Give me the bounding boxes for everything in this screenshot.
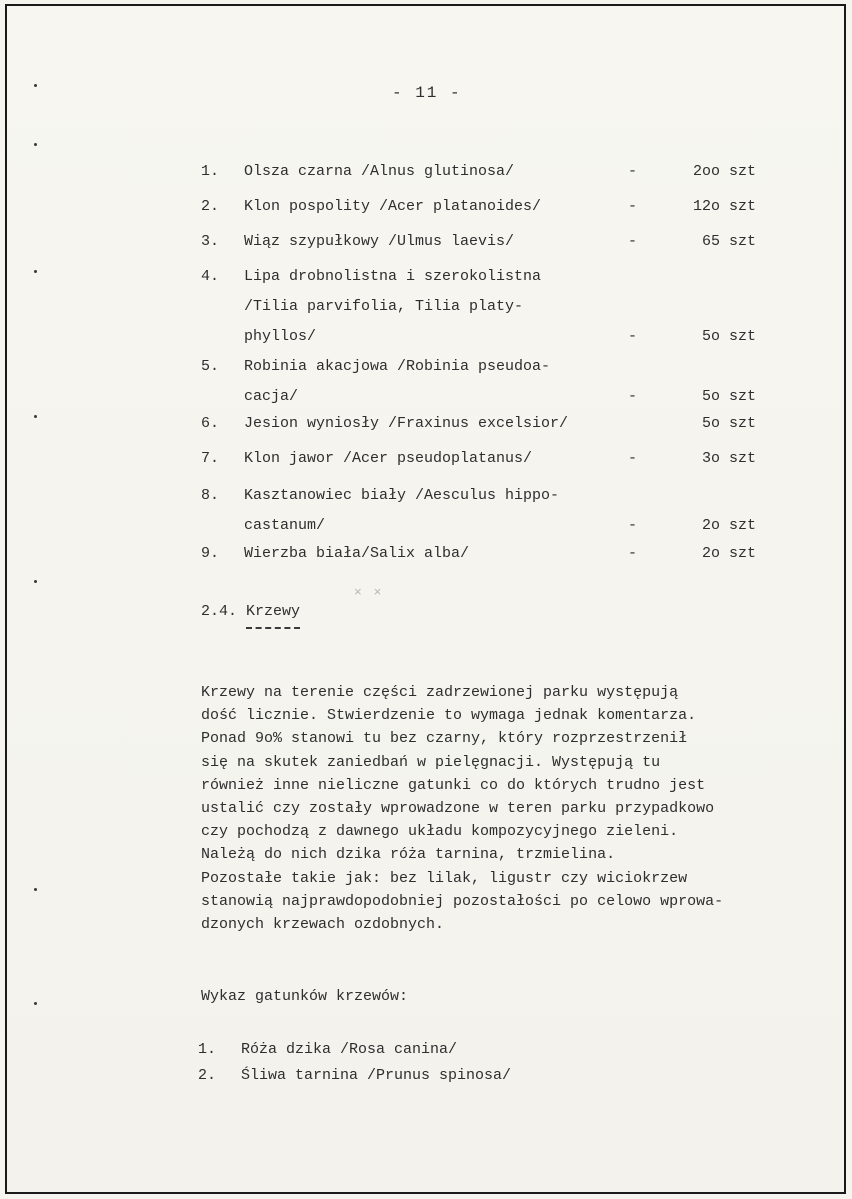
tree-item-number: 1. — [201, 163, 220, 180]
tree-item-dash: - — [628, 545, 638, 562]
paragraph-line: również inne nieliczne gatunki co do których trudno jest — [201, 776, 706, 794]
punch-hole-mark — [34, 143, 37, 146]
tree-item-name — [244, 542, 624, 566]
paragraph-line: Pozostałe takie jak: bez lilak, ligustr czy wiciokrzew — [201, 869, 688, 887]
paragraph-line: Należą do nich dzika róża tarnina, trzmielina. — [201, 846, 616, 864]
paragraph-line: ustalić czy zostały wprowadzone w teren parku przypadkowo — [201, 800, 715, 818]
section-number: 2.4. — [201, 603, 238, 620]
tree-item-dash: - — [628, 388, 638, 405]
tree-item-name-line: phyllos/ — [244, 328, 317, 345]
tree-item-dash: - — [628, 328, 638, 345]
tree-item-name-line: Wierzba biała/Salix alba/ — [244, 545, 470, 562]
page-number: - 11 - — [392, 84, 462, 102]
tree-item-number: 8. — [201, 487, 220, 504]
tree-item-dash: - — [628, 198, 638, 215]
tree-item-name-line: Robinia akacjowa /Robinia pseudoa- — [244, 358, 551, 375]
tree-item-quantity: 3o szt — [701, 450, 756, 467]
tree-item — [0, 230, 852, 254]
tree-item-number: 9. — [201, 545, 220, 562]
tree-item-name-line: Olsza czarna /Alnus glutinosa/ — [244, 163, 515, 180]
tree-item-name — [244, 160, 624, 184]
tree-item-number: 7. — [201, 450, 220, 467]
shrub-item-number: 1. — [198, 1041, 217, 1058]
tree-item-quantity: 5o szt — [701, 388, 756, 405]
tree-item-name-line: castanum/ — [244, 517, 326, 534]
paragraph-line: dzonych krzewach ozdobnych. — [201, 916, 445, 934]
tree-item-number: 2. — [201, 198, 220, 215]
tree-item-name — [244, 230, 624, 254]
paragraph-line: się na skutek zaniedbań w pielęgnacji. Występują tu — [201, 753, 661, 771]
pencil-marker: × × — [354, 585, 384, 600]
tree-item-name — [244, 447, 624, 471]
tree-item-name-line: Kasztanowiec biały /Aesculus hippo- — [244, 487, 560, 504]
tree-item-name-line: Lipa drobnolistna i szerokolistna — [244, 268, 542, 285]
tree-item-quantity: 65 szt — [701, 233, 756, 250]
tree-item-number: 4. — [201, 268, 220, 285]
tree-item-dash: - — [628, 517, 638, 534]
tree-item — [0, 355, 852, 409]
paragraph-line: czy pochodzą z dawnego układu kompozycyjnego zieleni. — [201, 823, 679, 841]
shrub-item-name: Róża dzika /Rosa canina/ — [241, 1041, 458, 1058]
tree-item-quantity: 2o szt — [701, 517, 756, 534]
tree-item — [0, 265, 852, 349]
tree-item-name — [244, 484, 624, 538]
paragraph-line: Ponad 9o% stanowi tu bez czarny, który rozprzestrzenił — [201, 730, 688, 748]
tree-item-quantity: 2o szt — [701, 545, 756, 562]
paragraph-line: dość licznie. Stwierdzenie to wymaga jednak komentarza. — [201, 707, 697, 725]
tree-item — [0, 447, 852, 471]
punch-hole-mark — [34, 84, 37, 87]
shrub-item-number: 2. — [198, 1067, 217, 1084]
tree-item-name-line: Klon jawor /Acer pseudoplatanus/ — [244, 450, 533, 467]
tree-item-name-line: /Tilia parvifolia, Tilia platy- — [244, 298, 524, 315]
tree-item-name — [244, 195, 624, 219]
paragraph-line: stanowią najprawdopodobniej pozostałości po celowo wprowa- — [201, 892, 724, 910]
tree-item-number: 5. — [201, 358, 220, 375]
tree-item-name — [244, 412, 624, 436]
tree-item-quantity: 5o szt — [701, 415, 756, 432]
punch-hole-mark — [34, 1002, 37, 1005]
tree-item-quantity: 5o szt — [701, 328, 756, 345]
tree-item-dash: - — [628, 450, 638, 467]
tree-item-name-line: cacja/ — [244, 388, 299, 405]
shrub-list-heading: Wykaz gatunków krzewów: — [201, 988, 409, 1005]
tree-item-name-line: Jesion wyniosły /Fraxinus excelsior/ — [244, 415, 569, 432]
shrub-item — [0, 1038, 852, 1062]
tree-item-quantity: 12o szt — [692, 198, 756, 215]
shrub-item-name: Śliwa tarnina /Prunus spinosa/ — [241, 1067, 512, 1084]
tree-item-name-line: Klon pospolity /Acer platanoides/ — [244, 198, 542, 215]
tree-item-number: 6. — [201, 415, 220, 432]
tree-item — [0, 412, 852, 436]
tree-item-name-line: Wiąz szypułkowy /Ulmus laevis/ — [244, 233, 515, 250]
tree-item — [0, 542, 852, 566]
section-title: Krzewy — [246, 600, 300, 629]
tree-item-name — [244, 265, 624, 349]
shrub-item — [0, 1064, 852, 1088]
tree-item-quantity: 2oo szt — [692, 163, 756, 180]
tree-item-name — [244, 355, 624, 409]
tree-item — [0, 160, 852, 184]
section-heading — [201, 600, 300, 629]
paragraph-line: Krzewy na terenie części zadrzewionej parku występują — [201, 684, 679, 701]
punch-hole-mark — [34, 888, 37, 891]
tree-item — [0, 484, 852, 538]
tree-item — [0, 195, 852, 219]
tree-item-dash: - — [628, 233, 638, 250]
tree-item-number: 3. — [201, 233, 220, 250]
punch-hole-mark — [34, 580, 37, 583]
shrubs-paragraph — [201, 681, 821, 936]
tree-item-dash: - — [628, 163, 638, 180]
